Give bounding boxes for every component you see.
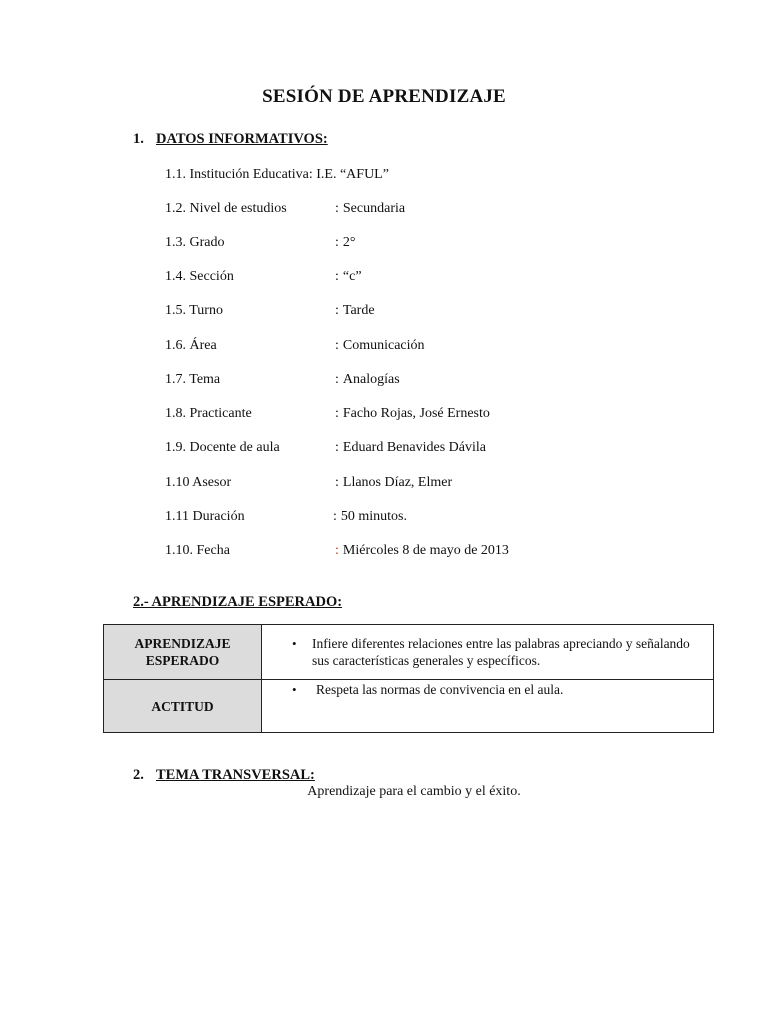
info-colon: : [335, 269, 339, 284]
info-label: 1.10. Fecha [165, 543, 230, 558]
info-value: 2° [342, 235, 356, 250]
info-row-practicante [165, 405, 490, 423]
table-header-cell-actitud: ACTITUD [104, 680, 262, 733]
info-label: 1.4. Sección [165, 269, 234, 284]
info-value: I.E. “AFUL” [316, 167, 389, 182]
info-value: Eduard Benavides Dávila [342, 440, 486, 455]
section-tema-transversal-heading [133, 767, 315, 784]
info-colon: : [335, 235, 339, 250]
info-label: 1.9. Docente de aula [165, 440, 280, 455]
info-colon: : [335, 475, 339, 490]
header-line: APRENDIZAJE [134, 636, 231, 651]
table-row [104, 680, 714, 733]
bullet-icon: • [292, 636, 297, 651]
section-number: 2. [133, 767, 144, 783]
info-colon: : [335, 303, 339, 318]
section-number: 1. [133, 131, 144, 147]
info-value: 50 minutos. [340, 509, 408, 524]
info-label: 1.1. Institución Educativa: [165, 167, 313, 182]
info-label: 1.7. Tema [165, 372, 221, 387]
info-value: Analogías [342, 372, 400, 387]
info-colon: : [335, 406, 339, 421]
info-label: 1.3. Grado [165, 235, 225, 250]
info-row-area [165, 337, 425, 355]
header-line: ESPERADO [145, 653, 220, 668]
info-label: 1.5. Turno [165, 303, 223, 318]
info-row-grado [165, 234, 356, 252]
table-row [104, 625, 714, 680]
info-label: 1.11 Duración [165, 509, 245, 524]
info-row-duracion [165, 508, 407, 526]
info-colon: : [335, 338, 339, 353]
info-colon: : [335, 201, 339, 216]
section-title: DATOS INFORMATIVOS: [156, 131, 328, 147]
section-title: 2.- APRENDIZAJE ESPERADO: [133, 594, 343, 610]
table-content-cell [262, 625, 714, 680]
info-colon: : [333, 509, 337, 524]
aprendizaje-table [103, 624, 714, 733]
section-datos-informativos-heading [133, 131, 328, 148]
info-value: Llanos Díaz, Elmer [342, 475, 453, 490]
info-label: 1.2. Nivel de estudios [165, 201, 287, 216]
info-row-docente [165, 439, 486, 457]
table-header-cell-aprendizaje [104, 625, 262, 680]
bullet-icon: • [292, 682, 297, 697]
info-label: 1.10 Asesor [165, 475, 232, 490]
info-label: 1.8. Practicante [165, 406, 252, 421]
info-row-tema [165, 371, 400, 389]
info-value: Miércoles 8 de mayo de 2013 [342, 543, 509, 558]
bullet-text: Infiere diferentes relaciones entre las palabras apreciando y señalando sus características generales y específicos. [312, 636, 690, 668]
info-row-institucion [165, 166, 389, 184]
section-title: TEMA TRANSVERSAL: [156, 767, 315, 783]
info-row-fecha [165, 542, 509, 560]
info-colon: : [335, 543, 339, 558]
table-content-cell [262, 680, 714, 733]
section-aprendizaje-esperado-heading [133, 594, 342, 611]
tema-transversal-text: Aprendizaje para el cambio y el éxito. [307, 784, 521, 799]
info-row-turno [165, 302, 375, 320]
info-label: 1.6. Área [165, 338, 217, 353]
info-value: Secundaria [342, 201, 406, 216]
page-title: SESIÓN DE APRENDIZAJE [262, 86, 506, 107]
info-value: “c” [342, 269, 362, 284]
info-row-nivel [165, 200, 405, 218]
info-value: Tarde [342, 303, 375, 318]
info-value: Comunicación [342, 338, 425, 353]
info-colon: : [335, 440, 339, 455]
info-colon: : [335, 372, 339, 387]
info-row-asesor [165, 474, 452, 492]
info-value: Facho Rojas, José Ernesto [342, 406, 490, 421]
bullet-text: Respeta las normas de convivencia en el aula. [316, 682, 564, 697]
info-row-seccion [165, 268, 362, 286]
